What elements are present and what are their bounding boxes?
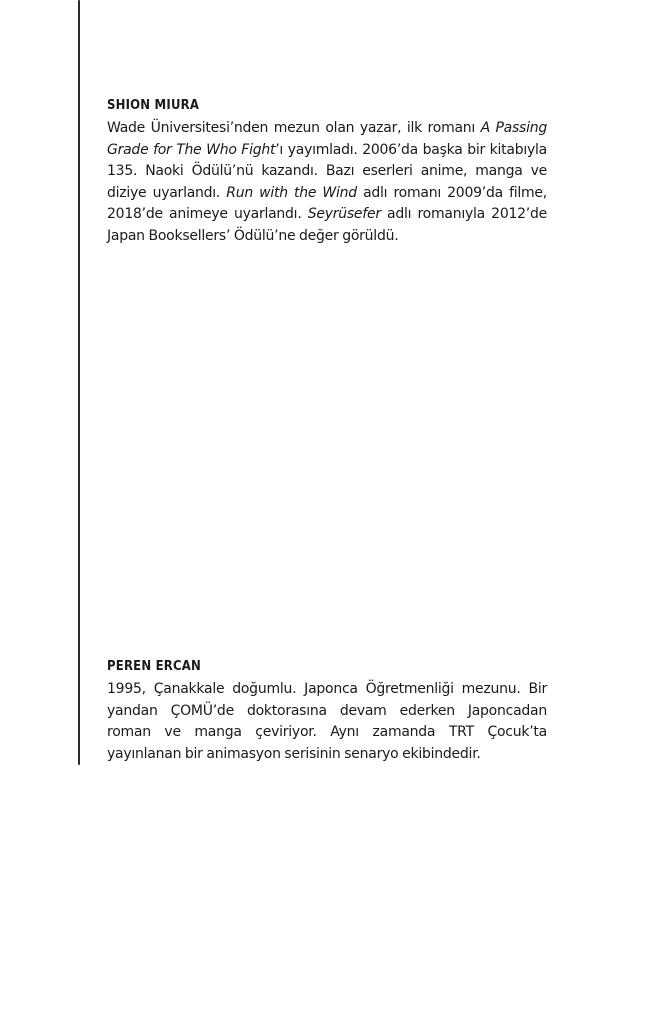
bio-segment: 1995, Çanakkale doğumlu. Japonca Öğretmenliği mezunu. Bir yandan ÇOMÜ’de doktorasına devam ederken Japoncadan roman ve manga çeviriyor. Aynı zamanda TRT Çocuk’ta yayınlanan bir animasyon serisinin senaryo ekibindedir. (107, 681, 547, 762)
translator-name: PEREN ERCAN (107, 659, 202, 674)
book-title: Run with the Wind (226, 184, 357, 201)
bio-segment: adlı romanı 2009’da filme, 2018’de animeye uyarlandı. (107, 184, 547, 223)
book-title: Seyrüsefer (307, 206, 381, 223)
translator-bio-text (107, 679, 547, 765)
bio-segment: adlı romanıyla 2012’de Japan Booksellers’ Ödülü’ne değer görüldü. (107, 206, 548, 244)
spine-line (78, 0, 80, 765)
bio-segment: Wade Üniversitesi’nden mezun olan yazar, ilk romanı (107, 120, 481, 136)
author-bio (107, 97, 547, 248)
author-name: SHION MIURA (107, 98, 200, 113)
author-bio-text (107, 118, 547, 248)
translator-bio (107, 658, 547, 765)
bio-segment: ’ı yayımladı. 2006’da başka bir kitabıyla 135. Naoki Ödülü’nü kazandı. Bazı eserleri anime, manga ve diziye uyarlandı. (107, 141, 547, 201)
book-title: A Passing Grade for The Who Fight (107, 120, 547, 158)
